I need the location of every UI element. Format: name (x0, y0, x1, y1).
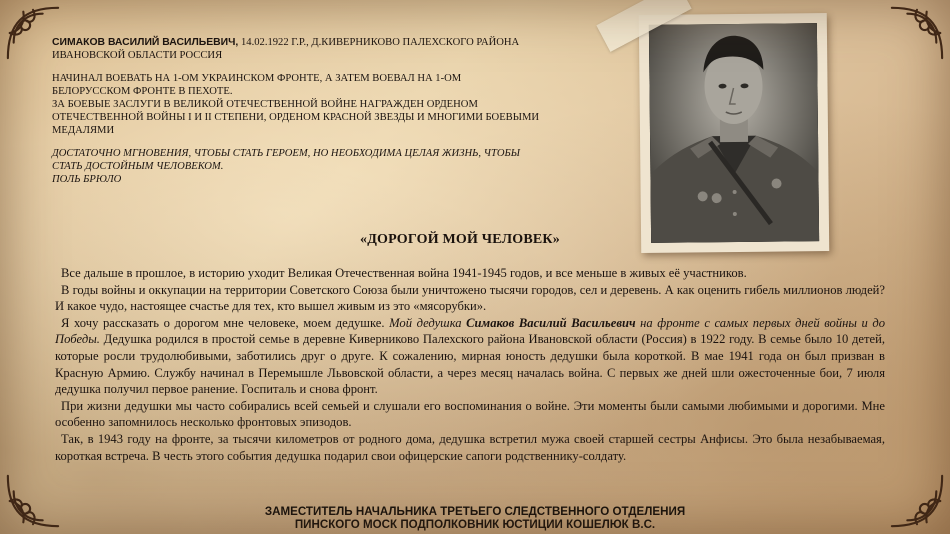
bio-service (52, 72, 542, 137)
hero-name: Симаков Василий Васильевич (466, 315, 636, 330)
paragraph-1: Все дальше в прошлое, в историю уходит Великая Отечественная война 1941-1945 годов, и все меньше в живых её участников. (61, 266, 747, 280)
signature-line-1: ЗАМЕСТИТЕЛЬ НАЧАЛЬНИКА ТРЕТЬЕГО СЛЕДСТВЕННОГО ОТДЕЛЕНИЯ (264, 505, 686, 518)
bio-identity (52, 36, 542, 62)
paragraph-3 (55, 315, 885, 398)
bio-front: НАЧИНАЛ ВОЕВАТЬ НА 1-ОМ УКРАИНСКОМ ФРОНТЕ, А ЗАТЕМ ВОЕВАЛ НА 1-ОМ БЕЛОРУССКОМ ФРОНТЕ В ПЕХОТЕ. (52, 73, 462, 97)
paragraph-5: Так, в 1943 году на фронте, за тысячи километров от родного дома, дедушка встретил мужа своей старшей сестры Анфисы. Это была незабываемая, короткая встреча. В честь этого события дедушка подарил свои офицерские сапоги родственнику-солдату. (55, 431, 885, 463)
paragraph-3-intro: Я хочу рассказать о дорогом мне человеке, моем дедушке. (61, 315, 390, 330)
ornament-corner-top-right (888, 4, 946, 62)
portrait-photo (649, 23, 819, 243)
bio-awards: ЗА БОЕВЫЕ ЗАСЛУГИ В ВЕЛИКОЙ ОТЕЧЕСТВЕННОЙ ВОЙНЕ НАГРАЖДЕН ОРДЕНОМ ОТЕЧЕСТВЕННОЙ ВОЙНЫ I И II СТЕПЕНИ, ОРДЕНОМ КРАСНОЙ ЗВЕЗДЫ И МНОГИМИ БОЕВЫМИ МЕДАЛЯМИ (52, 99, 540, 136)
bio-name: СИМАКОВ ВАСИЛИЙ ВАСИЛЬЕВИЧ, (52, 37, 239, 48)
story-title: «ДОРОГОЙ МОЙ ЧЕЛОВЕК» (360, 232, 560, 247)
epigraph-text: ДОСТАТОЧНО МГНОВЕНИЯ, ЧТОБЫ СТАТЬ ГЕРОЕМ, НО НЕОБХОДИМА ЦЕЛАЯ ЖИЗНЬ, ЧТОБЫ СТАТЬ ДОСТОЙНЫМ ЧЕЛОВЕКОМ. (52, 148, 520, 172)
epigraph (52, 147, 542, 186)
paragraph-2: В годы войны и оккупации на территории Советского Союза были уничтожено тысячи городов, сел и деревень. А как оценить гибель миллионов людей? И какое чудо, настоящее счастье для тех, кто вышел живым из это «мясорубки». (55, 282, 885, 314)
portrait-photo-frame (639, 13, 829, 253)
story-body (55, 265, 885, 464)
epigraph-author: ПОЛЬ БРЮЛО (52, 174, 122, 185)
signature-line-2: ПИНСКОГО МОСК ПОДПОЛКОВНИК ЮСТИЦИИ КОШЕЛЮК В.С. (294, 517, 656, 531)
author-signature (0, 506, 950, 531)
bio-birth: 14.02.1922 Г.Р., Д.КИВЕРНИКОВО ПАЛЕХСКОГО РАЙОНА ИВАНОВСКОЙ ОБЛАСТИ РОССИЯ (52, 37, 520, 61)
paragraph-3-front: на фронте с самых первых дней войны и до Победы. (55, 315, 885, 347)
paragraph-3-lead: Мой дедушка (389, 315, 467, 330)
bio-block (52, 36, 542, 196)
paragraph-3-story: Дедушка родился в простой семье в деревне Киверниково Палехского района Ивановской области (Россия) в 1922 году. В семье было 10 детей, которые росли трудолюбивыми, заботились друг о друге. К сожалению, мирная юность дедушки была короткой. В мае 1941 года он был призван в Красную Армию. Службу начинал в Перемышле Львовской области, а через месяц началась война. С первых же дней шли ожесточенные бои, 7 июля дедушка получил первое ранение. Госпиталь и снова фронт. (55, 332, 885, 397)
paragraph-4: При жизни дедушки мы часто собирались всей семьей и слушали его воспоминания о войне. Эти моменты были самыми любимыми и дорогими. Мне особенно запомнилось несколько фронтовых эпизодов. (55, 398, 885, 430)
